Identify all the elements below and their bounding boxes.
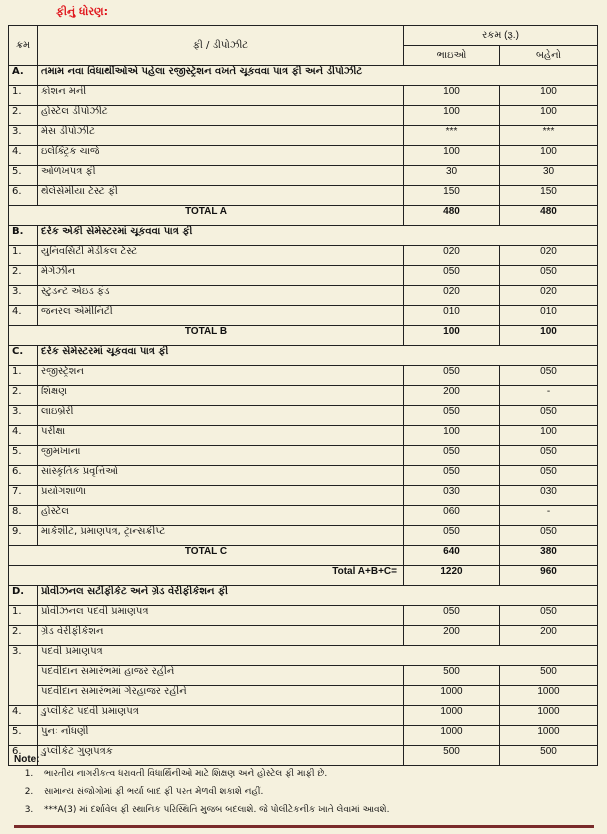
girls-amount: - [500, 386, 598, 406]
boys-amount: 1000 [404, 686, 500, 706]
fee-sub-label: પદવીદાન સમારંભમાં હાજર રહીને [38, 666, 404, 686]
fee-label: હોસ્ટેલ [38, 506, 404, 526]
table-row [9, 146, 598, 166]
girls-amount: 100 [500, 106, 598, 126]
row-number: 1. [9, 606, 38, 626]
total-girls: 100 [500, 326, 598, 346]
table-row [9, 86, 598, 106]
total-boys: 1220 [404, 566, 500, 586]
table-row [9, 166, 598, 186]
boys-amount: 100 [404, 106, 500, 126]
girls-amount: 30 [500, 166, 598, 186]
girls-amount: 500 [500, 746, 598, 766]
row-number: 2. [9, 266, 38, 286]
fee-label: પુનઃ નોંધણી [38, 726, 404, 746]
note-number: 2. [24, 787, 34, 797]
girls-amount: 100 [500, 86, 598, 106]
header-girls: બહેનો [500, 46, 598, 66]
girls-amount: 200 [500, 626, 598, 646]
table-row [9, 286, 598, 306]
table-row [9, 186, 598, 206]
girls-amount: 050 [500, 266, 598, 286]
section-title: પ્રોવીઝનલ સર્ટીફીકેટ અને ગ્રેડ વેરીફીકેશન ફી [38, 586, 598, 606]
section-title: તમામ નવા વિધાર્થીઓએ પહેલા રજીસ્ટ્રેશન વખતે ચૂકવવા પાત્ર ફી અને ડીપોઝીટ [38, 66, 598, 86]
row-number: 6. [9, 186, 38, 206]
bottom-divider [14, 825, 594, 828]
row-number: 4. [9, 306, 38, 326]
fee-label: સ્ટુડન્ટ એઇડ ફંડ [38, 286, 404, 306]
fee-label: ડુપ્લીકેટ પદવી પ્રમાણપત્ર [38, 706, 404, 726]
table-row [9, 706, 598, 726]
row-number: 3. [9, 406, 38, 426]
table-row [9, 366, 598, 386]
section-title: દરેક સેમેસ્ટરમાં ચૂકવવા પાત્ર ફી [38, 346, 598, 366]
section-header-sectionD [9, 586, 598, 606]
boys-amount: 050 [404, 366, 500, 386]
boys-amount: 200 [404, 626, 500, 646]
boys-amount: 150 [404, 186, 500, 206]
section-code: B. [9, 226, 38, 246]
table-row [9, 126, 598, 146]
row-number: 9. [9, 526, 38, 546]
fee-label: જીમખાના [38, 446, 404, 466]
fee-label: પ્રયોગશાળા [38, 486, 404, 506]
row-number: 3. [9, 646, 38, 706]
table-sub-row [9, 686, 598, 706]
table-row [9, 726, 598, 746]
row-number: 8. [9, 506, 38, 526]
fee-label: લાઇબ્રેરી [38, 406, 404, 426]
boys-amount: 200 [404, 386, 500, 406]
girls-amount: 1000 [500, 706, 598, 726]
note-number: 1. [24, 769, 34, 779]
girls-amount: 1000 [500, 686, 598, 706]
row-number: 5. [9, 726, 38, 746]
section-header-sectionC [9, 346, 598, 366]
fee-label: માર્કશીટ, પ્રમાણપત્ર, ટ્રાન્સક્રીપ્ટ [38, 526, 404, 546]
note-item [14, 805, 594, 815]
row-number: 6. [9, 466, 38, 486]
total-girls: 380 [500, 546, 598, 566]
header-fee: ફી / ડીપોઝીટ [38, 26, 404, 66]
total-label: TOTAL B [9, 326, 404, 346]
table-row [9, 106, 598, 126]
total-a-row [9, 206, 598, 226]
girls-amount: 050 [500, 606, 598, 626]
section-code: A. [9, 66, 38, 86]
boys-amount: 30 [404, 166, 500, 186]
boys-amount: 050 [404, 446, 500, 466]
total-boys: 640 [404, 546, 500, 566]
table-row [9, 446, 598, 466]
girls-amount: 050 [500, 526, 598, 546]
girls-amount: - [500, 506, 598, 526]
total-b-row [9, 326, 598, 346]
note-text: સામાન્ય સંજોગોમાં ફી ભર્યા બાદ ફી પરત મેળવી શકાશે નહીં. [44, 787, 264, 797]
note-item [14, 787, 594, 797]
fee-label: થેલેસેમીયા ટેસ્ટ ફી [38, 186, 404, 206]
girls-amount: 050 [500, 466, 598, 486]
boys-amount: 020 [404, 286, 500, 306]
table-sub-row [9, 666, 598, 686]
table-row [9, 266, 598, 286]
boys-amount: 050 [404, 266, 500, 286]
fee-label: ઇલેક્ટ્રિક ચાર્જ [38, 146, 404, 166]
fee-label: યુનિવર્સિટી મેડીકલ ટેસ્ટ [38, 246, 404, 266]
note-text: ભારતીય નાગરીકત્વ ધરાવતી વિધાર્થિનીઓ માટે શિક્ષણ અને હોસ્ટેલ ફી માફી છે. [44, 769, 328, 779]
table-row [9, 246, 598, 266]
note-number: 3. [24, 805, 34, 815]
page-title: ફીનું ધોરણ: [56, 5, 109, 18]
row-number: 5. [9, 446, 38, 466]
table-row [9, 506, 598, 526]
girls-amount: 100 [500, 146, 598, 166]
fee-label: રજીસ્ટ્રેશન [38, 366, 404, 386]
total-label: Total A+B+C= [9, 566, 404, 586]
row-number: 4. [9, 706, 38, 726]
boys-amount: 050 [404, 526, 500, 546]
row-number: 3. [9, 126, 38, 146]
table-row [9, 606, 598, 626]
total-c-row [9, 546, 598, 566]
total-label: TOTAL C [9, 546, 404, 566]
table-row [9, 386, 598, 406]
boys-amount: 060 [404, 506, 500, 526]
fee-label: પ્રોવીઝનલ પદવી પ્રમાણપત્ર [38, 606, 404, 626]
girls-amount: 1000 [500, 726, 598, 746]
section-title: દરેક એકી સેમેસ્ટરમાં ચૂકવવા પાત્ર ફી [38, 226, 598, 246]
girls-amount: 010 [500, 306, 598, 326]
grand-total-row [9, 566, 598, 586]
table-row [9, 406, 598, 426]
table-row [9, 526, 598, 546]
boys-amount: 050 [404, 606, 500, 626]
fee-label: ઓળખપત્ર ફી [38, 166, 404, 186]
note-item [14, 769, 594, 779]
fee-label: પરીક્ષા [38, 426, 404, 446]
fee-label: પદવી પ્રમાણપત્ર [38, 646, 598, 666]
boys-amount: 100 [404, 86, 500, 106]
section-header-sectionB [9, 226, 598, 246]
total-label: TOTAL A [9, 206, 404, 226]
girls-amount: 050 [500, 366, 598, 386]
fee-label: મેસ ડીપોઝીટ [38, 126, 404, 146]
girls-amount: 050 [500, 446, 598, 466]
boys-amount: 050 [404, 406, 500, 426]
boys-amount: 030 [404, 486, 500, 506]
total-girls: 480 [500, 206, 598, 226]
note-text: ***A(3) માં દર્શાવેલ ફી સ્થાનિક પરિસ્થિતિ મુજબ બદલાશે. જે પોલીટેકનીક ખાતે લેવામાં આવશે. [44, 805, 390, 815]
boys-amount: 020 [404, 246, 500, 266]
header-boys: ભાઇઓ [404, 46, 500, 66]
boys-amount: 500 [404, 666, 500, 686]
fee-label: સાંસ્કૃતિક પ્રવૃત્તિઓ [38, 466, 404, 486]
section-code: C. [9, 346, 38, 366]
section-code: D. [9, 586, 38, 606]
girls-amount: 030 [500, 486, 598, 506]
fee-label: ગ્રેડ વેરીફીકેશન [38, 626, 404, 646]
boys-amount: 100 [404, 426, 500, 446]
header-kram: ક્રમ [9, 26, 38, 66]
table-row [9, 466, 598, 486]
total-girls: 960 [500, 566, 598, 586]
girls-amount: 100 [500, 426, 598, 446]
girls-amount: 020 [500, 246, 598, 266]
fee-table-body [9, 66, 598, 766]
girls-amount: 150 [500, 186, 598, 206]
row-number: 2. [9, 626, 38, 646]
row-number: 2. [9, 106, 38, 126]
boys-amount: 010 [404, 306, 500, 326]
notes-section [14, 754, 594, 823]
fee-label: કોશન મની [38, 86, 404, 106]
fee-sub-label: પદવીદાન સમારંભમાં ગેરહાજર રહીને [38, 686, 404, 706]
section-header-sectionA [9, 66, 598, 86]
row-number: 4. [9, 146, 38, 166]
row-number: 1. [9, 366, 38, 386]
boys-amount: 1000 [404, 706, 500, 726]
row-number: 2. [9, 386, 38, 406]
fee-label: હોસ્ટેલ ડીપોઝીટ [38, 106, 404, 126]
fee-label: જનરલ એમીનિટી [38, 306, 404, 326]
girls-amount: 500 [500, 666, 598, 686]
girls-amount: *** [500, 126, 598, 146]
notes-heading: Note: [14, 754, 40, 765]
row-number: 3. [9, 286, 38, 306]
row-number: 1. [9, 246, 38, 266]
table-row [9, 626, 598, 646]
table-row [9, 426, 598, 446]
boys-amount: 100 [404, 146, 500, 166]
row-number: 4. [9, 426, 38, 446]
boys-amount: 050 [404, 466, 500, 486]
row-number: 1. [9, 86, 38, 106]
total-boys: 480 [404, 206, 500, 226]
fee-label: શિક્ષણ [38, 386, 404, 406]
header-amount: રકમ (રૂ.) [404, 26, 598, 46]
fee-label: મેગેઝીન [38, 266, 404, 286]
fee-label: ડુપ્લીકેટ ગુણપત્રક [38, 746, 404, 766]
row-number: 6. [9, 746, 38, 766]
table-row [9, 646, 598, 666]
girls-amount: 020 [500, 286, 598, 306]
boys-amount: *** [404, 126, 500, 146]
table-row [9, 306, 598, 326]
row-number: 7. [9, 486, 38, 506]
row-number: 5. [9, 166, 38, 186]
total-boys: 100 [404, 326, 500, 346]
boys-amount: 500 [404, 746, 500, 766]
boys-amount: 1000 [404, 726, 500, 746]
fee-table [8, 25, 598, 766]
girls-amount: 050 [500, 406, 598, 426]
table-row [9, 486, 598, 506]
